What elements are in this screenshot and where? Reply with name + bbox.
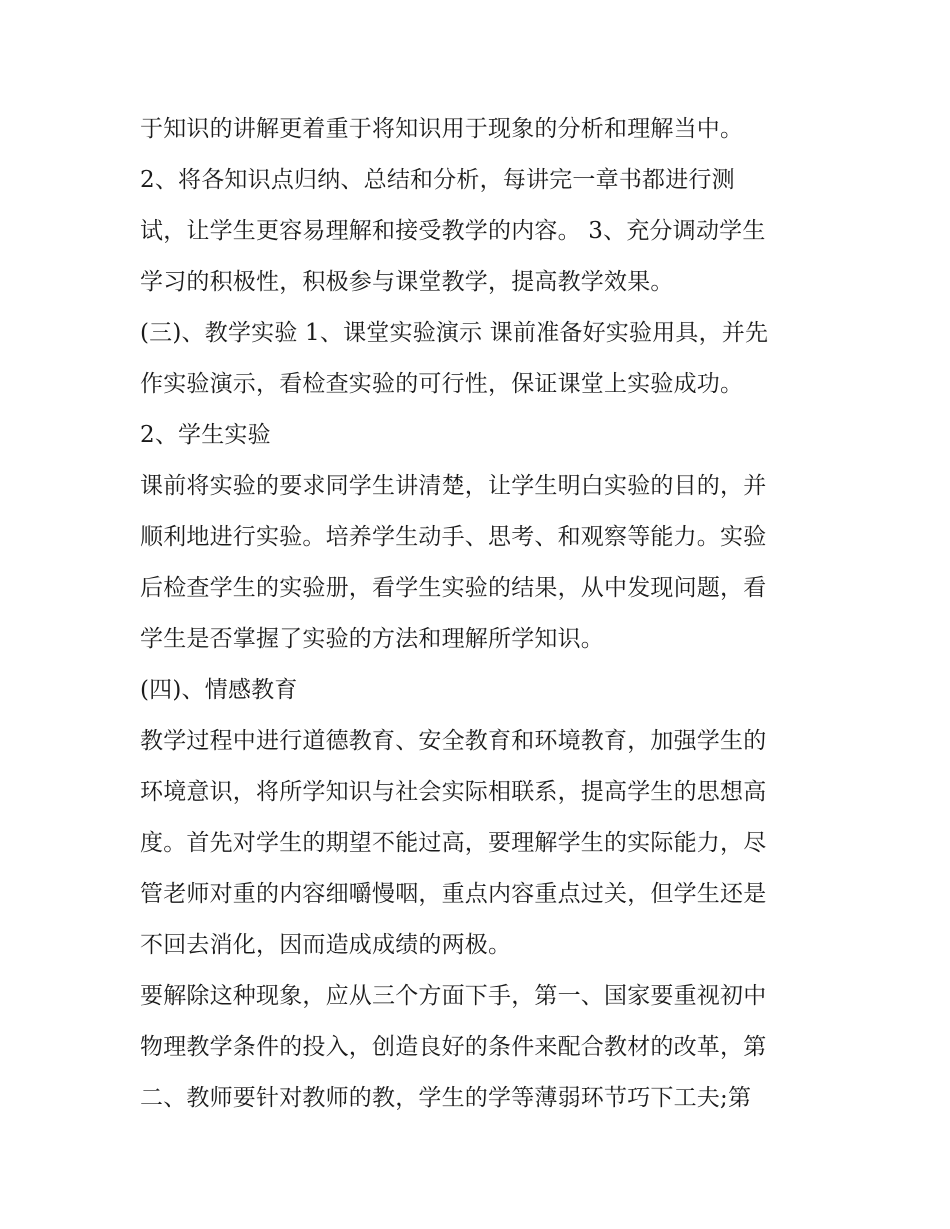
text-line-4: 学习的积极性，积极参与课堂教学，提高教学效果。 xyxy=(140,269,674,295)
text-line-3: 试，让学生更容易理解和接受教学的内容。 3、充分调动学生 xyxy=(140,218,766,244)
text-line-18: 要解除这种现象，应从三个方面下手，第一、国家要重视初中 xyxy=(140,983,767,1009)
text-line-16: 管老师对重的内容细嚼慢咽，重点内容重点过关，但学生还是 xyxy=(140,881,767,907)
text-line-15: 度。首先对学生的期望不能过高，要理解学生的实际能力，尽 xyxy=(140,830,767,856)
text-line-19: 物理教学条件的投入，创造良好的条件来配合教材的改革，第 xyxy=(140,1034,767,1060)
text-line-6: 作实验演示，看检查实验的可行性，保证课堂上实验成功。 xyxy=(140,371,744,397)
text-line-2: 2、将各知识点归纳、总结和分析，每讲完一章书都进行测 xyxy=(140,167,735,193)
text-line-17: 不回去消化，因而造成成绩的两极。 xyxy=(140,932,512,958)
text-line-11: 学生是否掌握了实验的方法和理解所学知识。 xyxy=(140,626,604,652)
text-line-7: 2、学生实验 xyxy=(140,422,271,448)
text-line-5: (三)、教学实验 1、课堂实验演示 课前准备好实验用具，并先 xyxy=(140,320,769,346)
text-line-12: (四)、情感教育 xyxy=(140,677,298,703)
text-line-8: 课前将实验的要求同学生讲清楚，让学生明白实验的目的，并 xyxy=(140,473,767,499)
text-line-14: 环境意识，将所学知识与社会实际相联系，提高学生的思想高 xyxy=(140,779,767,805)
text-line-20: 二、教师要针对教师的教，学生的学等薄弱环节巧下工夫;第 xyxy=(140,1085,752,1111)
text-line-10: 后检查学生的实验册，看学生实验的结果，从中发现问题，看 xyxy=(140,575,767,601)
text-line-13: 教学过程中进行道德教育、安全教育和环境教育，加强学生的 xyxy=(140,728,767,754)
text-line-1: 于知识的讲解更着重于将知识用于现象的分析和理解当中。 xyxy=(140,116,744,142)
text-line-9: 顺利地进行实验。培养学生动手、思考、和观察等能力。实验 xyxy=(140,524,767,550)
